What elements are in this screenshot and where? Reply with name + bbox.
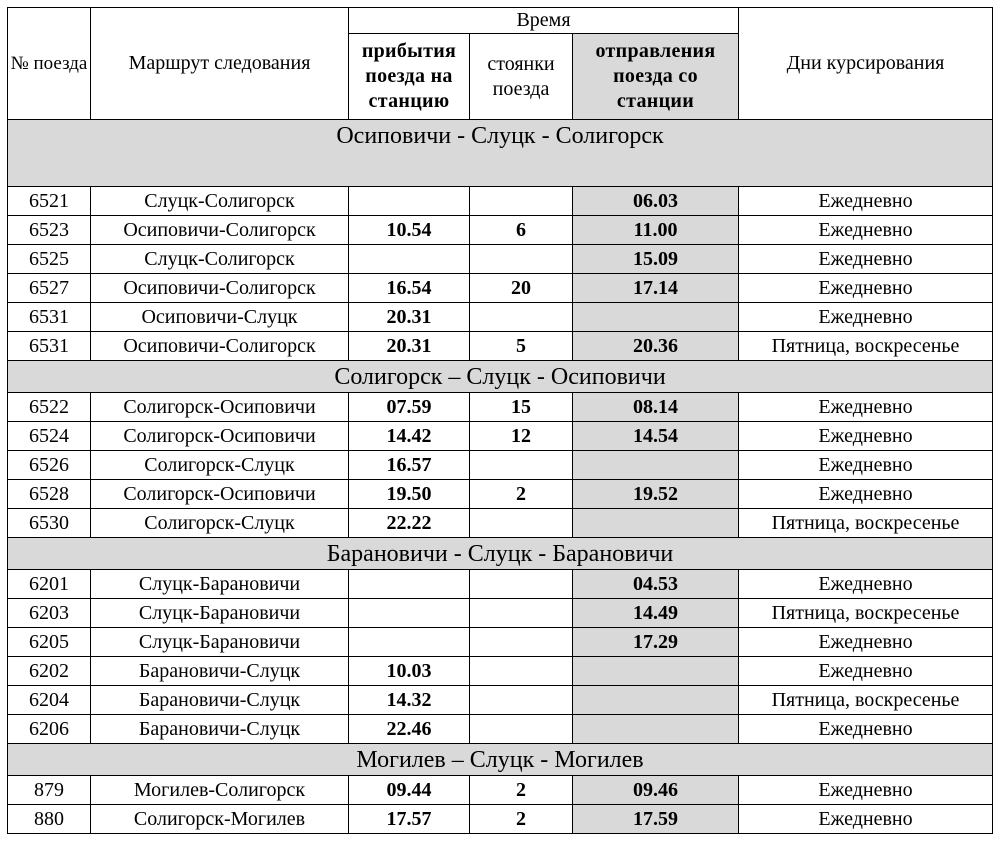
stop-cell <box>470 715 573 744</box>
table-row <box>8 216 993 245</box>
route-cell: Слуцк-Солигорск <box>91 187 349 216</box>
days-cell: Пятница, воскресенье <box>739 599 993 628</box>
days-cell: Ежедневно <box>739 715 993 744</box>
table-row <box>8 715 993 744</box>
arrival-cell: 17.57 <box>349 805 470 834</box>
days-cell: Ежедневно <box>739 805 993 834</box>
route-cell: Могилев-Солигорск <box>91 776 349 805</box>
table-row <box>8 480 993 509</box>
header-route: Маршрут следования <box>91 8 349 120</box>
train-number-cell: 6530 <box>8 509 91 538</box>
departure-cell: 06.03 <box>573 187 739 216</box>
train-number-cell: 6527 <box>8 274 91 303</box>
train-number-cell: 6206 <box>8 715 91 744</box>
arrival-cell: 09.44 <box>349 776 470 805</box>
arrival-cell <box>349 570 470 599</box>
schedule-body <box>8 120 993 834</box>
table-row <box>8 274 993 303</box>
section-header <box>8 361 993 393</box>
table-row <box>8 509 993 538</box>
arrival-cell: 16.57 <box>349 451 470 480</box>
departure-cell: 04.53 <box>573 570 739 599</box>
arrival-cell: 22.22 <box>349 509 470 538</box>
table-row <box>8 570 993 599</box>
days-cell: Ежедневно <box>739 187 993 216</box>
route-cell: Слуцк-Солигорск <box>91 245 349 274</box>
train-number-cell: 6204 <box>8 686 91 715</box>
table-row <box>8 686 993 715</box>
days-cell: Ежедневно <box>739 245 993 274</box>
days-cell: Ежедневно <box>739 657 993 686</box>
header-arrival: прибытия поезда на станцию <box>349 34 470 120</box>
departure-cell: 09.46 <box>573 776 739 805</box>
train-number-cell: 6201 <box>8 570 91 599</box>
stop-cell: 2 <box>470 480 573 509</box>
route-cell: Барановичи-Слуцк <box>91 715 349 744</box>
departure-cell: 14.54 <box>573 422 739 451</box>
departure-cell <box>573 715 739 744</box>
stop-cell <box>470 628 573 657</box>
departure-cell <box>573 451 739 480</box>
arrival-cell: 22.46 <box>349 715 470 744</box>
train-number-cell: 6531 <box>8 303 91 332</box>
route-cell: Солигорск-Слуцк <box>91 451 349 480</box>
route-cell: Слуцк-Барановичи <box>91 570 349 599</box>
departure-cell <box>573 509 739 538</box>
departure-cell: 20.36 <box>573 332 739 361</box>
route-cell: Слуцк-Барановичи <box>91 628 349 657</box>
train-number-cell: 6531 <box>8 332 91 361</box>
departure-cell: 17.14 <box>573 274 739 303</box>
departure-cell: 08.14 <box>573 393 739 422</box>
table-row <box>8 657 993 686</box>
days-cell: Ежедневно <box>739 303 993 332</box>
train-number-cell: 6525 <box>8 245 91 274</box>
days-cell: Ежедневно <box>739 422 993 451</box>
stop-cell <box>470 303 573 332</box>
train-number-cell: 6205 <box>8 628 91 657</box>
header-stop: стоянки поезда <box>470 34 573 120</box>
departure-cell: 15.09 <box>573 245 739 274</box>
days-cell: Ежедневно <box>739 393 993 422</box>
days-cell: Ежедневно <box>739 480 993 509</box>
table-row <box>8 628 993 657</box>
table-row <box>8 332 993 361</box>
days-cell: Ежедневно <box>739 776 993 805</box>
arrival-cell: 10.54 <box>349 216 470 245</box>
stop-cell <box>470 657 573 686</box>
table-row <box>8 805 993 834</box>
departure-cell: 17.59 <box>573 805 739 834</box>
route-cell: Барановичи-Слуцк <box>91 686 349 715</box>
arrival-cell <box>349 187 470 216</box>
arrival-cell: 19.50 <box>349 480 470 509</box>
arrival-cell: 14.32 <box>349 686 470 715</box>
departure-cell: 14.49 <box>573 599 739 628</box>
train-number-cell: 6202 <box>8 657 91 686</box>
train-number-cell: 6526 <box>8 451 91 480</box>
arrival-cell: 20.31 <box>349 332 470 361</box>
header-days: Дни курсирования <box>739 8 993 120</box>
stop-cell <box>470 245 573 274</box>
departure-cell: 17.29 <box>573 628 739 657</box>
stop-cell: 15 <box>470 393 573 422</box>
departure-cell: 11.00 <box>573 216 739 245</box>
table-row <box>8 451 993 480</box>
route-cell: Солигорск-Осиповичи <box>91 480 349 509</box>
table-row <box>8 776 993 805</box>
route-cell: Осиповичи-Слуцк <box>91 303 349 332</box>
arrival-cell <box>349 599 470 628</box>
stop-cell <box>470 509 573 538</box>
section-title: Солигорск – Слуцк - Осиповичи <box>8 361 993 393</box>
stop-cell: 12 <box>470 422 573 451</box>
train-schedule-table <box>7 7 993 834</box>
header-train-number: № поезда <box>8 8 91 120</box>
stop-cell: 20 <box>470 274 573 303</box>
table-row <box>8 393 993 422</box>
route-cell: Осиповичи-Солигорск <box>91 332 349 361</box>
arrival-cell <box>349 628 470 657</box>
table-row <box>8 187 993 216</box>
train-number-cell: 6521 <box>8 187 91 216</box>
train-number-cell: 6203 <box>8 599 91 628</box>
train-number-cell: 6524 <box>8 422 91 451</box>
header-departure: отправления поезда со станции <box>573 34 739 120</box>
section-header <box>8 744 993 776</box>
section-title: Могилев – Слуцк - Могилев <box>8 744 993 776</box>
arrival-cell: 14.42 <box>349 422 470 451</box>
route-cell: Солигорск-Могилев <box>91 805 349 834</box>
stop-cell <box>470 599 573 628</box>
section-header <box>8 120 993 187</box>
stop-cell: 2 <box>470 776 573 805</box>
days-cell: Ежедневно <box>739 570 993 599</box>
days-cell: Ежедневно <box>739 628 993 657</box>
section-title: Осиповичи - Слуцк - Солигорск <box>8 120 993 187</box>
route-cell: Осиповичи-Солигорск <box>91 274 349 303</box>
table-row <box>8 599 993 628</box>
header-time: Время <box>349 8 739 34</box>
section-title: Барановичи - Слуцк - Барановичи <box>8 538 993 570</box>
days-cell: Пятница, воскресенье <box>739 509 993 538</box>
route-cell: Слуцк-Барановичи <box>91 599 349 628</box>
stop-cell <box>470 570 573 599</box>
stop-cell <box>470 187 573 216</box>
route-cell: Солигорск-Слуцк <box>91 509 349 538</box>
days-cell: Пятница, воскресенье <box>739 686 993 715</box>
departure-cell <box>573 686 739 715</box>
days-cell: Ежедневно <box>739 274 993 303</box>
stop-cell <box>470 686 573 715</box>
route-cell: Солигорск-Осиповичи <box>91 422 349 451</box>
departure-cell <box>573 657 739 686</box>
section-header <box>8 538 993 570</box>
departure-cell: 19.52 <box>573 480 739 509</box>
arrival-cell: 20.31 <box>349 303 470 332</box>
days-cell: Ежедневно <box>739 216 993 245</box>
train-number-cell: 6528 <box>8 480 91 509</box>
arrival-cell: 16.54 <box>349 274 470 303</box>
stop-cell: 5 <box>470 332 573 361</box>
stop-cell <box>470 451 573 480</box>
departure-cell <box>573 303 739 332</box>
table-row <box>8 422 993 451</box>
route-cell: Солигорск-Осиповичи <box>91 393 349 422</box>
train-number-cell: 880 <box>8 805 91 834</box>
arrival-cell: 07.59 <box>349 393 470 422</box>
table-row <box>8 303 993 332</box>
route-cell: Барановичи-Слуцк <box>91 657 349 686</box>
arrival-cell <box>349 245 470 274</box>
days-cell: Пятница, воскресенье <box>739 332 993 361</box>
table-row <box>8 245 993 274</box>
train-number-cell: 6523 <box>8 216 91 245</box>
days-cell: Ежедневно <box>739 451 993 480</box>
route-cell: Осиповичи-Солигорск <box>91 216 349 245</box>
arrival-cell: 10.03 <box>349 657 470 686</box>
train-number-cell: 879 <box>8 776 91 805</box>
stop-cell: 2 <box>470 805 573 834</box>
stop-cell: 6 <box>470 216 573 245</box>
train-number-cell: 6522 <box>8 393 91 422</box>
